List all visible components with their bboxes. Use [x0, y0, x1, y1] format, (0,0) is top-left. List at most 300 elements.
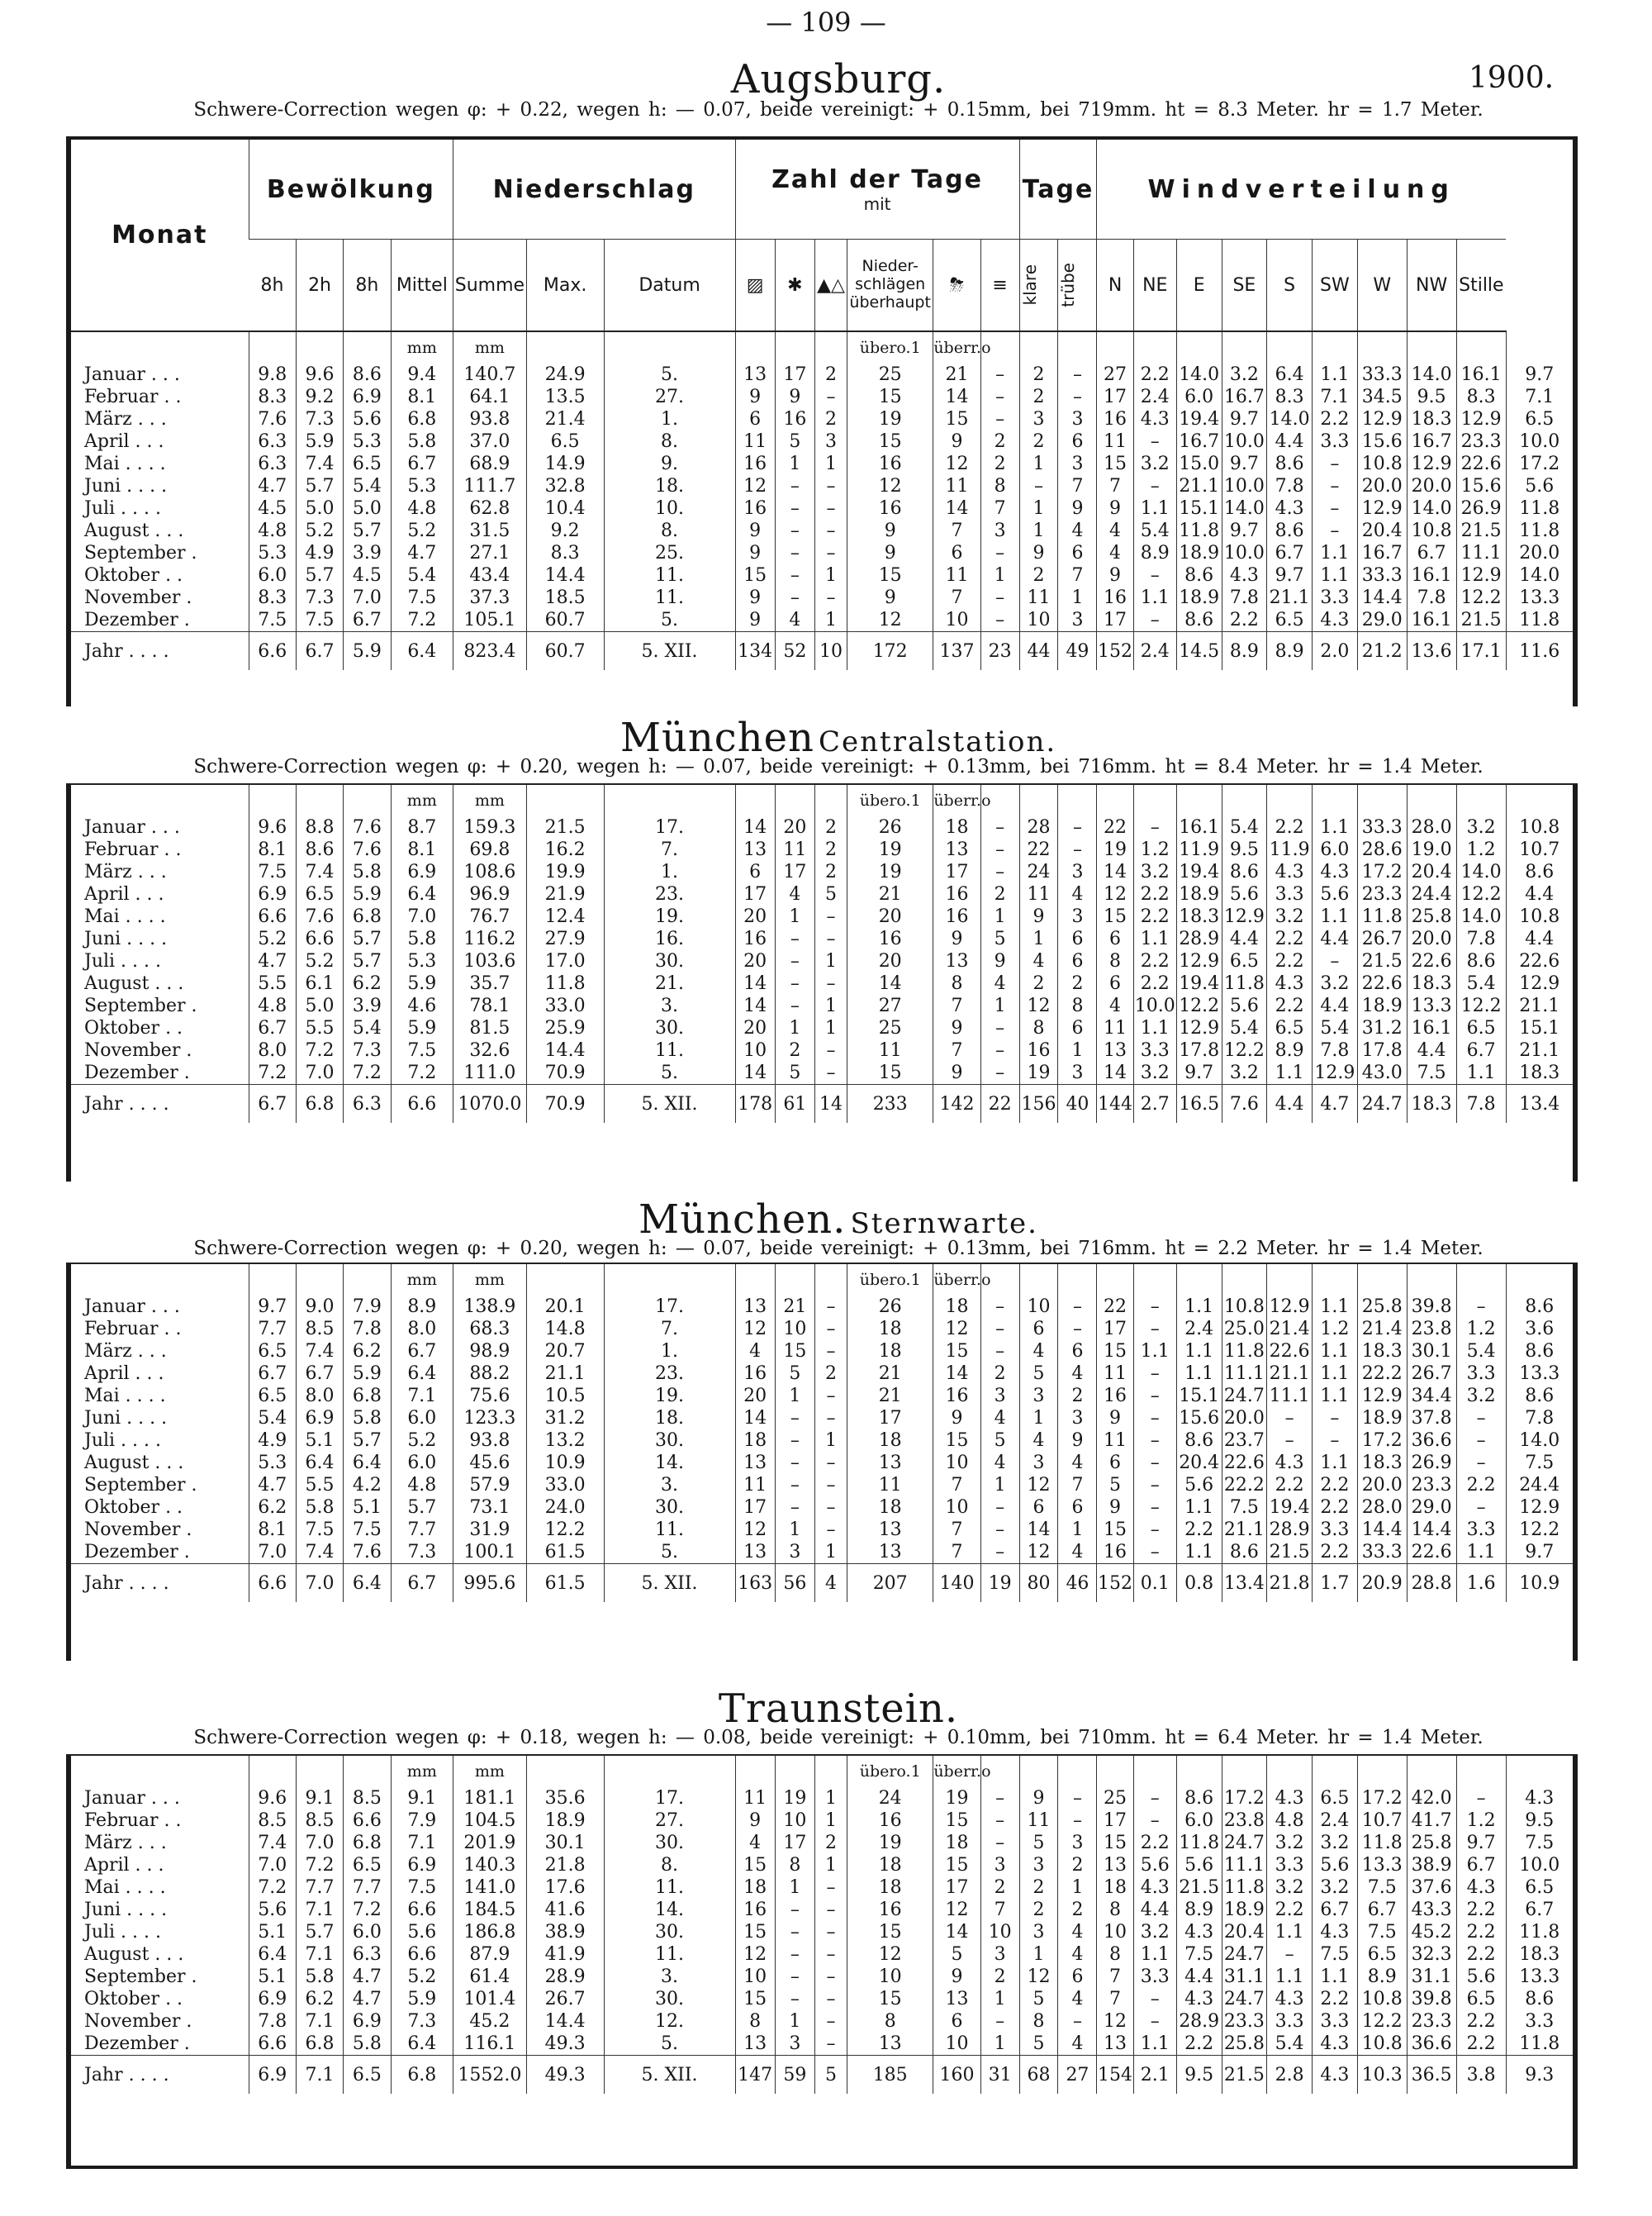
data-cell: 25.8	[1357, 1296, 1407, 1318]
data-cell: 11	[1019, 883, 1058, 906]
month-label: August . . .	[84, 1944, 184, 1965]
col-tage-label: trübe	[1058, 263, 1079, 307]
unit-cell	[1407, 331, 1456, 364]
unit-cell	[735, 331, 775, 364]
data-cell: 8.8	[296, 816, 343, 839]
month-label: Februar . .	[84, 387, 182, 407]
data-cell: 1.1	[1313, 1385, 1358, 1407]
data-cell: 6.9	[391, 861, 453, 883]
data-cell: 4.3	[1267, 497, 1313, 520]
data-cell: –	[1133, 1809, 1176, 1832]
data-cell: 10.8	[1222, 1296, 1267, 1318]
data-cell: 2.4	[1133, 632, 1176, 671]
data-cell: 68.3	[453, 1318, 527, 1340]
data-cell: 3	[1058, 861, 1097, 883]
data-cell: –	[1133, 1385, 1176, 1407]
table-row	[71, 1943, 1573, 1966]
data-cell: 9	[735, 609, 775, 632]
data-cell: 22.6	[1222, 1452, 1267, 1474]
data-cell: 4.7	[391, 542, 453, 564]
data-cell: 1	[1019, 520, 1058, 542]
data-cell: 11.	[604, 564, 735, 587]
data-cell: 5. XII.	[604, 1085, 735, 1124]
data-cell: 4.3	[1456, 1876, 1506, 1899]
data-cell: 18.9	[1176, 542, 1222, 564]
data-cell: 10.7	[1506, 839, 1573, 861]
data-cell: 8	[1019, 1017, 1058, 1039]
data-cell: 4.3	[1267, 972, 1313, 995]
data-cell: 8.3	[1267, 386, 1313, 408]
data-cell: 11	[1019, 1809, 1058, 1832]
month-label: Januar . . .	[84, 1788, 180, 1809]
data-cell: 7.1	[391, 1832, 453, 1854]
unit-cell	[1176, 1756, 1222, 1787]
data-cell: 4.3	[1313, 861, 1358, 883]
data-cell: 2	[1058, 1899, 1097, 1921]
data-cell: 16	[735, 1899, 775, 1921]
data-cell: 7.4	[296, 1541, 343, 1564]
month-label: August . . .	[84, 521, 184, 541]
data-cell: 5.9	[391, 1988, 453, 2010]
data-cell: 2	[980, 883, 1019, 906]
data-cell: 22.6	[1357, 972, 1407, 995]
data-cell: 62.8	[453, 497, 527, 520]
data-cell: 5.7	[391, 1496, 453, 1519]
table-row	[71, 1017, 1573, 1039]
data-cell: 13.3	[1506, 1966, 1573, 1988]
data-cell: 5.4	[344, 1017, 391, 1039]
data-cell: 1	[814, 564, 847, 587]
data-cell: –	[814, 906, 847, 928]
data-cell: 2.4	[1133, 386, 1176, 408]
data-cell: 17	[933, 861, 980, 883]
data-cell: –	[1133, 1318, 1176, 1340]
data-cell: 24.7	[1222, 1943, 1267, 1966]
table-row	[71, 1541, 1573, 1564]
month-label: März . . .	[84, 1833, 167, 1853]
data-cell: 32.8	[526, 475, 604, 497]
data-cell: 2.2	[1222, 609, 1267, 632]
data-cell: –	[980, 408, 1019, 430]
data-cell: 23.3	[1222, 2010, 1267, 2033]
unit-cell	[1407, 1264, 1456, 1296]
data-cell: 20.0	[1222, 1407, 1267, 1429]
data-cell: 4	[1058, 520, 1097, 542]
table-row	[71, 1296, 1573, 1318]
unit-cell	[71, 785, 249, 816]
data-cell: 5.3	[249, 1452, 296, 1474]
data-cell: –	[814, 1966, 847, 1988]
data-cell: 23.	[604, 1362, 735, 1385]
data-cell: 3.3	[1267, 2010, 1313, 2033]
data-cell: 16.7	[1176, 430, 1222, 453]
data-cell: 6.3	[344, 1085, 391, 1124]
table-row	[71, 2056, 1573, 2095]
data-cell: 2.2	[1313, 408, 1358, 430]
data-cell: 0.1	[1133, 1564, 1176, 1603]
unit-cell: mm	[453, 1756, 527, 1787]
data-cell: 7.6	[296, 906, 343, 928]
data-cell: 201.9	[453, 1832, 527, 1854]
data-cell: 12.9	[1407, 453, 1456, 475]
data-cell: 5	[1019, 2033, 1058, 2056]
data-cell: 4.8	[1267, 1809, 1313, 1832]
data-cell: 15.6	[1456, 475, 1506, 497]
data-cell: 17.2	[1506, 453, 1573, 475]
data-cell: 11.8	[1506, 609, 1573, 632]
data-cell: 6.6	[391, 1943, 453, 1966]
unit-cell	[1267, 1756, 1313, 1787]
data-cell: 11	[847, 1039, 933, 1062]
data-cell: 30.	[604, 1988, 735, 2010]
unit-cell	[1456, 1756, 1506, 1787]
data-cell: –	[980, 542, 1019, 564]
data-cell: –	[775, 1429, 814, 1452]
data-cell: 19	[847, 1832, 933, 1854]
data-cell: 5.4	[1222, 816, 1267, 839]
data-cell: 1.	[604, 1340, 735, 1362]
unit-cell: überr.o	[933, 331, 980, 364]
data-cell: 3.2	[1133, 1062, 1176, 1085]
data-cell: 7.9	[344, 1296, 391, 1318]
data-cell: 18.3	[1506, 1062, 1573, 1085]
month-label: April . . .	[84, 884, 164, 905]
data-cell: –	[814, 1296, 847, 1318]
data-cell: 5.5	[249, 972, 296, 995]
data-cell: 16.1	[1176, 816, 1222, 839]
unit-cell	[344, 1756, 391, 1787]
header-monat: Monat	[71, 140, 249, 331]
data-cell: 8	[1097, 1899, 1133, 1921]
col-zahl-der-tage: ▲△	[814, 240, 847, 332]
data-cell: 4	[1058, 1452, 1097, 1474]
data-cell: 14	[933, 1362, 980, 1385]
data-cell: 12.9	[1267, 1296, 1313, 1318]
data-cell: 1	[1058, 1876, 1097, 1899]
data-cell: 42.0	[1407, 1787, 1456, 1809]
data-cell: 20.9	[1357, 1564, 1407, 1603]
data-cell: 61.5	[526, 1541, 604, 1564]
data-cell: 14.0	[1407, 497, 1456, 520]
data-cell: –	[980, 1832, 1019, 1854]
data-cell: 123.3	[453, 1407, 527, 1429]
data-cell: 8.5	[344, 1787, 391, 1809]
data-cell: 5.	[604, 364, 735, 386]
data-cell: 2	[1019, 1876, 1058, 1899]
table-row	[71, 1474, 1573, 1496]
unit-cell	[1313, 785, 1358, 816]
data-cell: 8.6	[1506, 1988, 1573, 2010]
data-cell: 17	[1097, 1809, 1133, 1832]
col-zahl-der-tage: ▨	[735, 240, 775, 332]
data-cell: 56	[775, 1564, 814, 1603]
data-cell: 4.5	[249, 497, 296, 520]
data-cell: 8.0	[249, 1039, 296, 1062]
unit-cell	[1133, 1756, 1176, 1787]
data-cell: 22	[1019, 839, 1058, 861]
data-cell: 7.0	[296, 1564, 343, 1603]
data-cell: 5.4	[249, 1407, 296, 1429]
data-cell: 18.9	[526, 1809, 604, 1832]
data-cell: 27.9	[526, 928, 604, 950]
data-cell: 7	[1097, 475, 1133, 497]
data-cell: 8.6	[1176, 1429, 1222, 1452]
data-cell: 5.1	[249, 1921, 296, 1943]
unit-cell	[775, 785, 814, 816]
data-cell: –	[1058, 364, 1097, 386]
month-label: Januar . . .	[84, 364, 180, 385]
data-cell: 12	[735, 475, 775, 497]
data-cell: 10	[814, 632, 847, 671]
data-cell: 30.1	[1407, 1340, 1456, 1362]
data-cell: 0.8	[1176, 1564, 1222, 1603]
data-cell: –	[1133, 1474, 1176, 1496]
data-cell: 2.1	[1133, 2056, 1176, 2095]
data-cell: 8.6	[1506, 861, 1573, 883]
data-cell: 1552.0	[453, 2056, 527, 2095]
data-cell: 1.1	[1313, 542, 1358, 564]
data-cell: 20	[847, 906, 933, 928]
data-cell: 6	[1019, 1496, 1058, 1519]
unit-cell	[1456, 1264, 1506, 1296]
unit-cell	[1456, 785, 1506, 816]
data-cell: 6.4	[391, 1362, 453, 1385]
data-cell: 20.1	[526, 1296, 604, 1318]
data-cell: 7.6	[344, 839, 391, 861]
data-cell: 27	[847, 995, 933, 1017]
data-cell: 5.6	[1456, 1966, 1506, 1988]
col-zahl-der-tage: ≡	[980, 240, 1019, 332]
data-cell: –	[775, 1943, 814, 1966]
data-cell: 5.1	[344, 1496, 391, 1519]
data-cell: 1.1	[1133, 1943, 1176, 1966]
data-cell: 61.4	[453, 1966, 527, 1988]
data-cell: 15	[1097, 1340, 1133, 1362]
data-cell: 6.7	[1407, 542, 1456, 564]
data-cell: 28.9	[1176, 2010, 1222, 2033]
month-label: März . . .	[84, 409, 167, 430]
data-cell: –	[980, 816, 1019, 839]
data-cell: 14	[735, 816, 775, 839]
header-zahl-der-tage-label: Zahl der Tage	[771, 164, 983, 194]
data-cell: 12	[1019, 1966, 1058, 1988]
unit-cell	[1407, 1756, 1456, 1787]
data-cell: 2.2	[1456, 1899, 1506, 1921]
data-cell: 7.9	[391, 1809, 453, 1832]
data-cell: 5.4	[391, 564, 453, 587]
data-cell: 30.	[604, 1429, 735, 1452]
data-cell: 1	[980, 564, 1019, 587]
data-cell: 7	[1058, 1474, 1097, 1496]
data-cell: –	[814, 1496, 847, 1519]
data-cell: 16	[933, 1385, 980, 1407]
data-cell: 6.9	[391, 1854, 453, 1876]
unit-cell: mm	[391, 1756, 453, 1787]
data-cell: 7	[933, 995, 980, 1017]
data-cell: –	[980, 2010, 1019, 2033]
data-cell: 16	[1097, 408, 1133, 430]
month-label: Februar . .	[84, 839, 182, 860]
month-label: Juni . . . .	[84, 476, 168, 497]
month-label: April . . .	[84, 431, 164, 452]
table-row	[71, 1832, 1573, 1854]
data-cell: 16	[1097, 1541, 1133, 1564]
data-cell: 9	[1058, 1429, 1097, 1452]
data-cell: 10	[775, 1809, 814, 1832]
header-zahl-der-tage	[735, 140, 1019, 240]
data-cell: 2.4	[1313, 1809, 1358, 1832]
data-cell: 6.5	[344, 453, 391, 475]
unit-cell	[604, 331, 735, 364]
month-label: Jahr . . . .	[71, 2056, 249, 2095]
data-cell: 2	[1019, 1899, 1058, 1921]
data-cell: 3.2	[1133, 453, 1176, 475]
data-cell: 14.5	[1176, 632, 1222, 671]
data-cell: 4.7	[1313, 1085, 1358, 1124]
data-cell: 9	[735, 386, 775, 408]
data-cell: 1.	[604, 861, 735, 883]
data-cell: 25.	[604, 542, 735, 564]
data-cell: 18	[847, 1496, 933, 1519]
col-wind: NW	[1407, 240, 1456, 332]
data-cell: 178	[735, 1085, 775, 1124]
data-cell: 20.4	[1357, 520, 1407, 542]
data-cell: –	[1133, 1296, 1176, 1318]
unit-cell	[71, 1264, 249, 1296]
data-cell: –	[1058, 2010, 1097, 2033]
data-cell: 10	[933, 1452, 980, 1474]
data-cell: 9.6	[296, 364, 343, 386]
data-cell: 10.	[604, 497, 735, 520]
data-cell: 7	[933, 587, 980, 609]
col-zahl-der-tage: ✱	[775, 240, 814, 332]
data-cell: 21.8	[526, 1854, 604, 1876]
data-cell: 7.4	[296, 861, 343, 883]
data-cell: 4.9	[296, 542, 343, 564]
data-cell: 11.6	[1506, 632, 1573, 671]
data-cell: 1.1	[1313, 906, 1358, 928]
data-cell: 8	[1058, 995, 1097, 1017]
data-cell: 14.4	[526, 2010, 604, 2033]
data-cell: 2	[1019, 364, 1058, 386]
data-cell: –	[814, 1039, 847, 1062]
data-cell: –	[775, 972, 814, 995]
data-cell: 17.2	[1222, 1787, 1267, 1809]
data-cell: 9	[735, 1809, 775, 1832]
data-cell: 19.4	[1267, 1496, 1313, 1519]
data-cell: –	[814, 587, 847, 609]
month-label: Dezember .	[84, 2033, 190, 2054]
data-cell: 5.	[604, 1062, 735, 1085]
data-cell: –	[1058, 1787, 1097, 1809]
month-label: Dezember .	[84, 610, 190, 630]
month-label: Oktober . .	[84, 1989, 183, 2009]
data-cell: 21.4	[1357, 1318, 1407, 1340]
data-cell: 2.2	[1133, 1832, 1176, 1854]
unit-cell	[1133, 785, 1176, 816]
data-cell: 6.4	[391, 2033, 453, 2056]
data-cell: 19	[980, 1564, 1019, 1603]
data-cell: 8.9	[1133, 542, 1176, 564]
data-cell: 8.3	[249, 587, 296, 609]
data-cell: 49	[1058, 632, 1097, 671]
data-cell: 14.4	[1407, 1519, 1456, 1541]
data-cell: 1.1	[1313, 564, 1358, 587]
data-cell: 29.0	[1407, 1496, 1456, 1519]
data-cell: 160	[933, 2056, 980, 2095]
data-cell: 11.	[604, 1876, 735, 1899]
data-cell: 3.2	[1267, 1832, 1313, 1854]
data-cell: 6.7	[1313, 1899, 1358, 1921]
data-cell: 7.1	[296, 2010, 343, 2033]
unit-cell	[1222, 785, 1267, 816]
data-cell: 8.9	[1176, 1899, 1222, 1921]
data-cell: 14.0	[1407, 364, 1456, 386]
data-cell: 9	[1058, 497, 1097, 520]
data-cell: 7.8	[1313, 1039, 1358, 1062]
data-cell: 6.8	[344, 1385, 391, 1407]
data-cell: 11.1	[1267, 1385, 1313, 1407]
data-cell: 2	[980, 453, 1019, 475]
data-cell: 8.6	[1176, 609, 1222, 632]
data-cell: 7.1	[296, 1899, 343, 1921]
data-cell: 57.9	[453, 1474, 527, 1496]
data-cell: 4	[1058, 1988, 1097, 2010]
data-cell: 17	[775, 364, 814, 386]
data-cell: 3	[1019, 408, 1058, 430]
data-cell: 14	[933, 1921, 980, 1943]
data-cell: 18.3	[1506, 1943, 1573, 1966]
data-cell: 4.7	[249, 950, 296, 972]
data-cell: 13	[735, 364, 775, 386]
col-wind: SE	[1222, 240, 1267, 332]
data-cell: 10.8	[1506, 906, 1573, 928]
data-cell: 37.8	[1407, 1407, 1456, 1429]
month-label: April . . .	[84, 1363, 164, 1384]
data-cell: 4	[1019, 950, 1058, 972]
data-cell: 6.5	[1506, 1876, 1573, 1899]
data-cell: 7.2	[249, 1062, 296, 1085]
station-subtitle: Sternwarte.	[850, 1207, 1038, 1240]
data-cell: 8.3	[526, 542, 604, 564]
data-cell: 11.8	[1357, 906, 1407, 928]
data-cell: 16.7	[1407, 430, 1456, 453]
data-cell: 9	[735, 587, 775, 609]
data-cell: 5.0	[344, 497, 391, 520]
data-cell: 22	[1097, 1296, 1133, 1318]
table-row	[71, 1787, 1573, 1809]
data-cell: 7.5	[1506, 1832, 1573, 1854]
data-cell: 134	[735, 632, 775, 671]
data-cell: –	[1313, 475, 1358, 497]
data-cell: 23.3	[1357, 883, 1407, 906]
data-cell: 11.8	[1506, 497, 1573, 520]
data-cell: 2.2	[1176, 1519, 1222, 1541]
data-cell: 1	[814, 1854, 847, 1876]
data-cell: 6	[1058, 430, 1097, 453]
month-label: Dezember .	[84, 1063, 190, 1083]
data-cell: 7.1	[296, 1943, 343, 1966]
data-cell: 36.6	[1407, 1429, 1456, 1452]
data-cell: 20.7	[526, 1340, 604, 1362]
unit-cell	[526, 1264, 604, 1296]
data-cell: 19	[1019, 1062, 1058, 1085]
data-cell: 6.7	[249, 1017, 296, 1039]
data-cell: 5.4	[1456, 1340, 1506, 1362]
data-cell: –	[1133, 1407, 1176, 1429]
data-cell: 45.2	[453, 2010, 527, 2033]
data-cell: 2	[814, 364, 847, 386]
